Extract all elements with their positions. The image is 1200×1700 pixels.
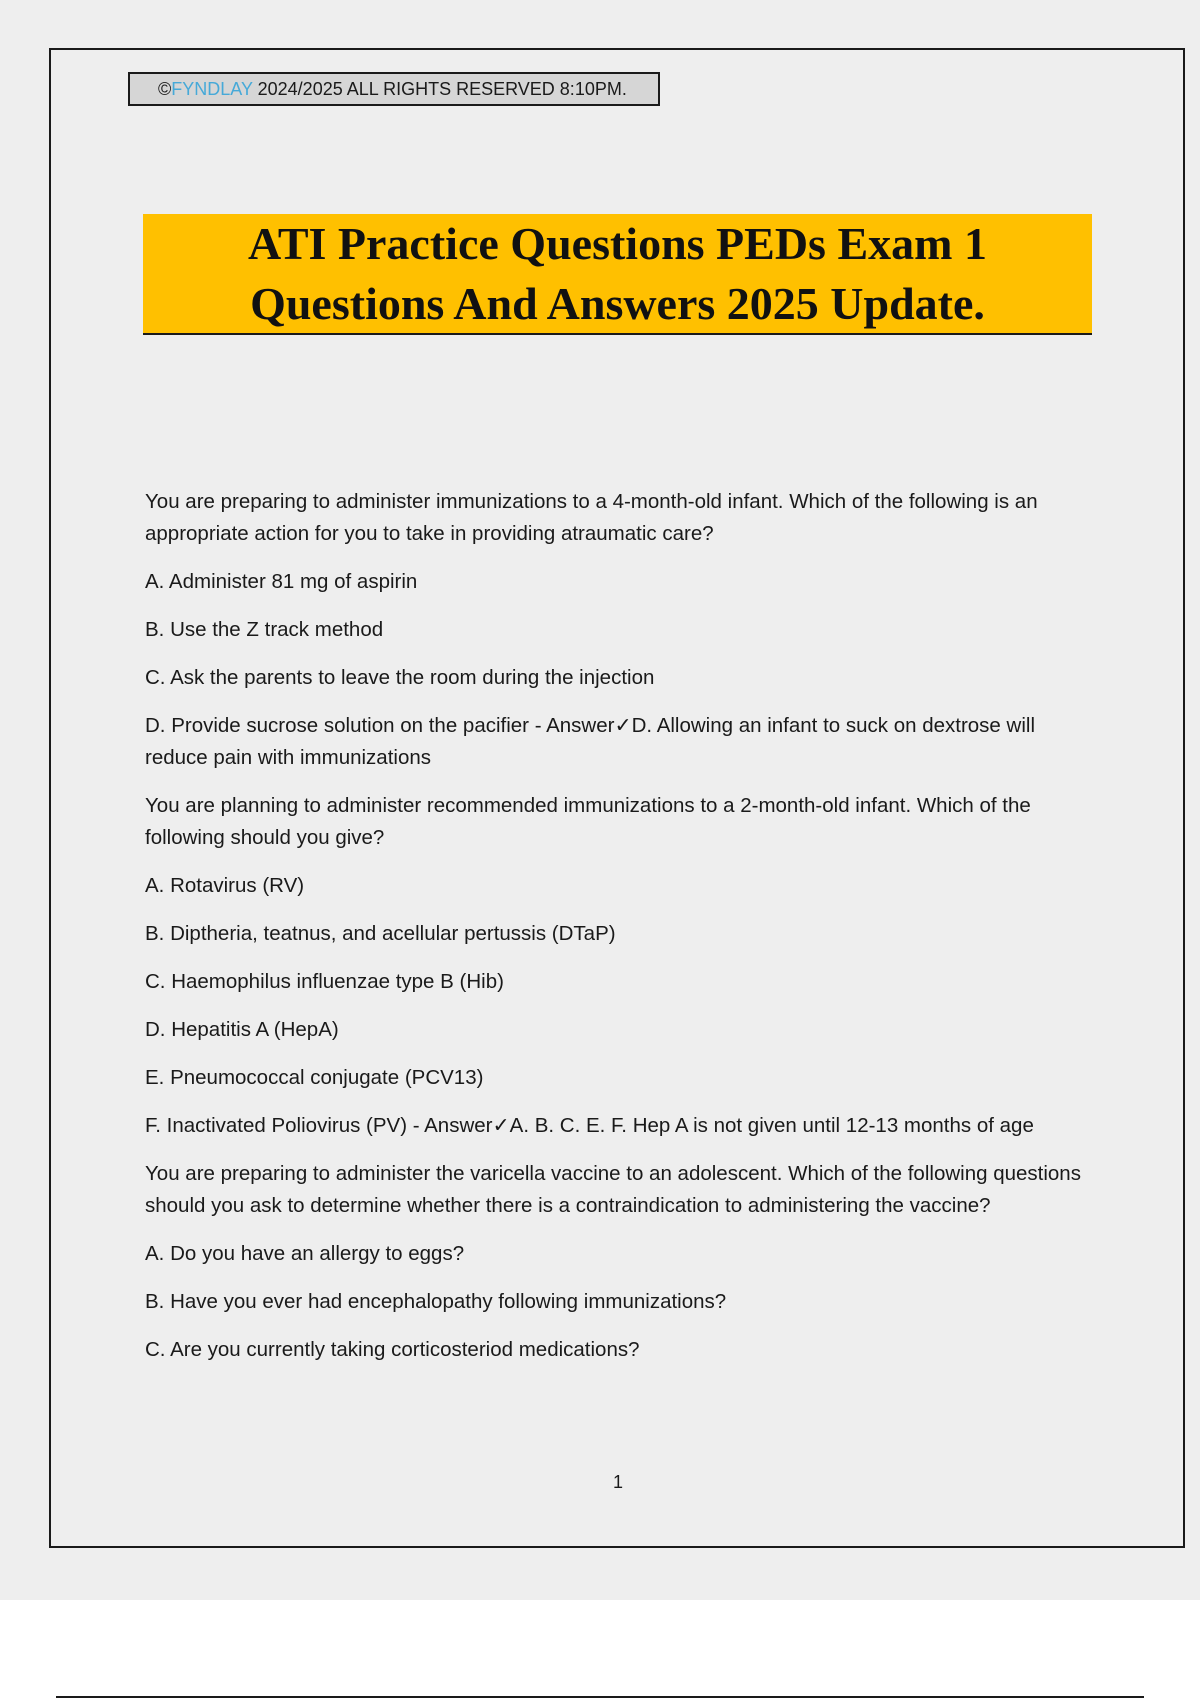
question-1-stem: You are preparing to administer immunizations to a 4-month-old infant. Which of the following is an appropriate action for you to take in providing atraumatic care?: [145, 490, 1038, 545]
question-1-option-b: B. Use the Z track method: [145, 618, 384, 641]
question-3-option-a: A. Do you have an allergy to eggs?: [145, 1242, 465, 1265]
question-2-option-d: D. Hepatitis A (HepA): [145, 1018, 339, 1041]
title-line-2: Questions And Answers 2025 Update.: [250, 278, 985, 329]
copyright-notice: [128, 72, 660, 106]
copyright-symbol: ©: [158, 79, 172, 99]
question-2-option-f-answer: F. Inactivated Poliovirus (PV) - Answer✓A. B. C. E. F. Hep A is not given until 12-13 months of age: [145, 1114, 1034, 1137]
question-2-option-e: E. Pneumococcal conjugate (PCV13): [145, 1066, 484, 1089]
question-1-option-d-answer: D. Provide sucrose solution on the pacifier - Answer✓D. Allowing an infant to suck on dextrose will reduce pain with immunizations: [145, 714, 1035, 769]
question-2-option-b: B. Diptheria, teatnus, and acellular pertussis (DTaP): [145, 922, 616, 945]
brand-name: FYNDLAY: [171, 79, 253, 99]
question-2-option-c: C. Haemophilus influenzae type B (Hib): [145, 970, 504, 993]
question-3-option-c: C. Are you currently taking corticosteriod medications?: [145, 1338, 640, 1361]
question-1-option-a: A. Administer 81 mg of aspirin: [145, 570, 418, 593]
copyright-text: 2024/2025 ALL RIGHTS RESERVED 8:10PM.: [252, 79, 627, 99]
question-2-option-a: A. Rotavirus (RV): [145, 874, 305, 897]
document-body: [145, 486, 1090, 1382]
question-3-stem: You are preparing to administer the varicella vaccine to an adolescent. Which of the following questions should you ask to determine whether there is a contraindication to administering the vaccine?: [145, 1162, 1081, 1217]
page-number: 1: [612, 1472, 623, 1492]
question-1-option-c: C. Ask the parents to leave the room during the injection: [145, 666, 655, 689]
question-3-option-b: B. Have you ever had encephalopathy following immunizations?: [145, 1290, 727, 1313]
next-page-top-rule: [56, 1696, 1144, 1698]
question-2-stem: You are planning to administer recommended immunizations to a 2-month-old infant. Which of the following should you give?: [145, 794, 1031, 849]
title-line-1: ATI Practice Questions PEDs Exam 1: [248, 218, 987, 269]
title-banner: [143, 214, 1092, 335]
